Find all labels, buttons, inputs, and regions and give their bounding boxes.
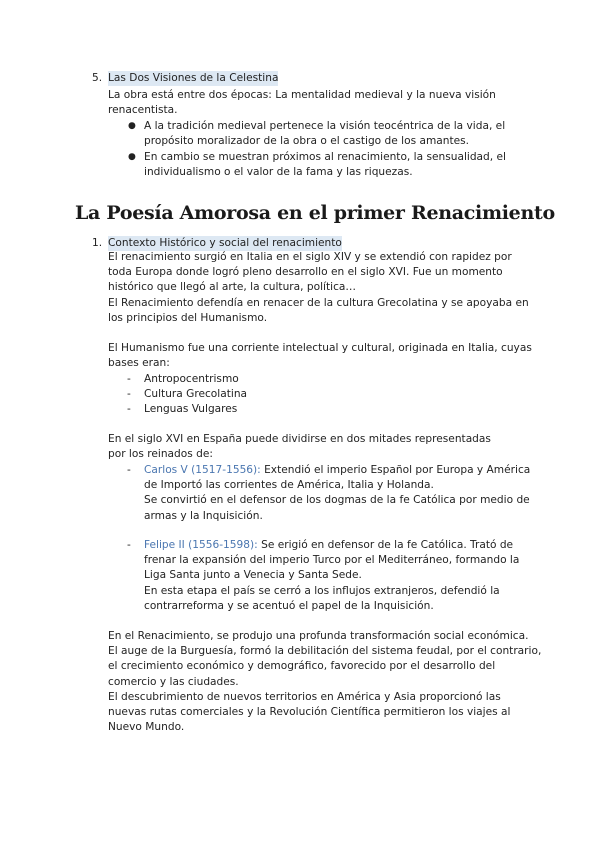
paragraph-line: El descubrimiento de nuevos territorios en América y Asia proporcionó las	[108, 691, 501, 703]
reign-felipe-ii	[144, 538, 513, 553]
reign-carlos-v	[144, 463, 530, 478]
reign-text: Extendió el imperio Español por Europa y América	[260, 464, 531, 476]
paragraph-line: Nuevo Mundo.	[108, 721, 185, 733]
section5-number: 5.	[92, 72, 103, 84]
reign-line: de Importó las corrientes de América, Italia y Holanda.	[144, 479, 434, 491]
dash-icon: -	[127, 539, 131, 551]
page-heading: La Poesía Amorosa en el primer Renacimiento	[75, 202, 555, 224]
paragraph-line: En el siglo XVI en España puede dividirse en dos mitades representadas	[108, 433, 491, 445]
reign-line: Liga Santa junto a Venecia y Santa Sede.	[144, 569, 362, 581]
paragraph-line: En el Renacimiento, se produjo una profunda transformación social económica.	[108, 630, 529, 642]
paragraph-line: nuevas rutas comerciales y la Revolución Científica permitieron los viajes al	[108, 706, 511, 718]
paragraph-line: El renacimiento surgió en Italia en el siglo XIV y se extendió con rapidez por	[108, 251, 512, 263]
paragraph-line: bases eran:	[108, 357, 170, 369]
paragraph-line: comercio y las ciudades.	[108, 676, 239, 688]
reign-line: frenar la expansión del imperio Turco por el Mediterráneo, formando la	[144, 554, 520, 566]
paragraph-line: toda Europa donde logró pleno desarrollo en el siglo XVI. Fue un momento	[108, 266, 503, 278]
dash-icon: -	[127, 373, 131, 385]
paragraph-line: El Humanismo fue una corriente intelectual y cultural, originada en Italia, cuyas	[108, 342, 532, 354]
base-item: Lenguas Vulgares	[144, 403, 238, 415]
paragraph-line: el crecimiento económico y demográfico, favorecido por el desarrollo del	[108, 660, 496, 672]
paragraph-line: El auge de la Burguesía, formó la debilitación del sistema feudal, por el contrario,	[108, 645, 542, 657]
section5-bullet-line: individualismo o el valor de la fama y las riquezas.	[144, 166, 413, 178]
section1-title: Contexto Histórico y social del renacimiento	[108, 237, 342, 249]
dash-icon: -	[127, 388, 131, 400]
base-item: Antropocentrismo	[144, 373, 239, 385]
paragraph-line: por los reinados de:	[108, 448, 213, 460]
section1-number: 1.	[92, 237, 103, 249]
paragraph-line: los principios del Humanismo.	[108, 312, 268, 324]
dash-icon: -	[127, 403, 131, 415]
section5-bullet-line: propósito moralizador de la obra o el castigo de los amantes.	[144, 135, 470, 147]
section5-intro-line: La obra está entre dos épocas: La mentalidad medieval y la nueva visión	[108, 89, 496, 101]
base-item: Cultura Grecolatina	[144, 388, 248, 400]
section5-bullet-line: A la tradición medieval pertenece la visión teocéntrica de la vida, el	[144, 120, 506, 132]
paragraph-line: histórico que llegó al arte, la cultura, política…	[108, 281, 356, 293]
dash-icon: -	[127, 464, 131, 476]
section5-title: Las Dos Visiones de la Celestina	[108, 72, 279, 84]
bullet-icon: ●	[128, 152, 136, 162]
reign-line: contrarreforma y se acentuó el papel de la Inquisición.	[144, 600, 434, 612]
reign-line: Se convirtió en el defensor de los dogmas de la fe Católica por medio de	[144, 494, 530, 506]
bullet-icon: ●	[128, 121, 136, 131]
section5-bullet-line: En cambio se muestran próximos al renacimiento, la sensualidad, el	[144, 151, 506, 163]
reign-name: Felipe II (1556-1598):	[144, 539, 258, 551]
reign-line: En esta etapa el país se cerró a los influjos extranjeros, defendió la	[144, 585, 500, 597]
reign-line: armas y la Inquisición.	[144, 510, 263, 522]
reign-name: Carlos V (1517-1556):	[144, 464, 261, 476]
paragraph-line: El Renacimiento defendía en renacer de la cultura Grecolatina y se apoyaba en	[108, 297, 529, 309]
reign-text: Se erigió en defensor de la fe Católica. Trató de	[257, 539, 514, 551]
section5-intro-line: renacentista.	[108, 104, 178, 116]
